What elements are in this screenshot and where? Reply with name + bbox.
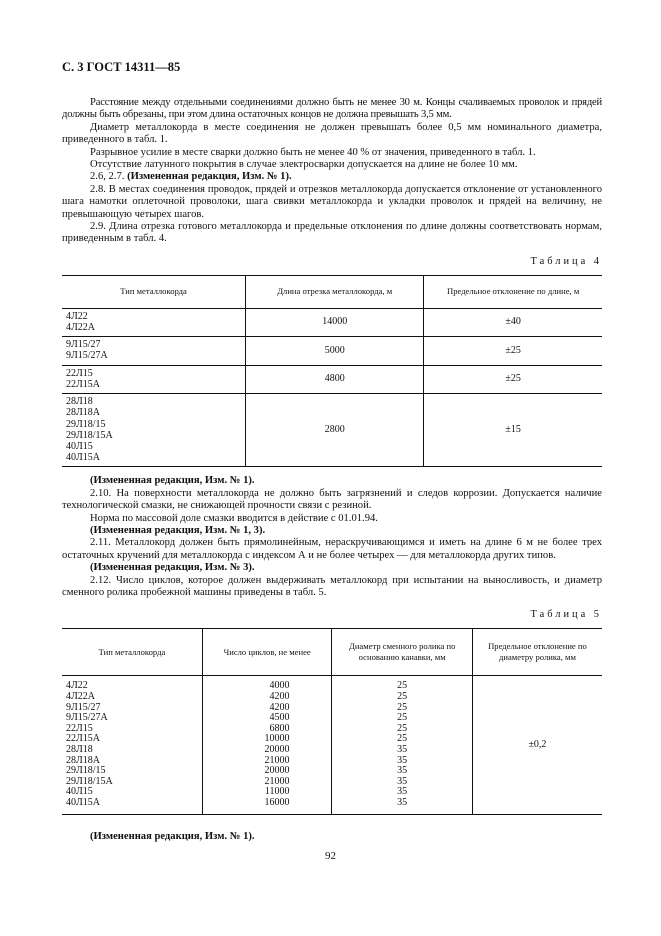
table-4 (62, 275, 602, 467)
cycle-count: 4500 (269, 712, 290, 724)
roller-diameter: 25 (397, 701, 408, 713)
mid-paragraph: 2.10. На поверхности металлокорда не должно быть загрязнений и следов коррозии. Допускается наличие технологической смазки, не снижающей прочности связи с резиной. (62, 487, 602, 512)
roller-diameter: 25 (397, 722, 408, 734)
cord-type: 9Л15/27 (66, 339, 101, 351)
table4-tolerance-cell: ±25 (424, 365, 602, 393)
table5-header-type: Тип металлокорда (62, 629, 202, 676)
mid-paragraph: (Измененная редакция, Изм. № 1, 3). (90, 524, 266, 536)
cord-type: 4Л22А (66, 322, 96, 334)
table4-header-length: Длина отрезка металлокорда, м (246, 275, 424, 308)
table-5 (62, 628, 602, 814)
mid-paragraph: 2.11. Металлокорд должен быть прямолинейным, нераскручивающимся и иметь на длине 6 м не более трех остаточных кручений для металлокорда с индексом А и не более четырех — для металлокорда других типов. (62, 537, 602, 561)
page-header: С. 3 ГОСТ 14311—85 (62, 60, 181, 74)
cycle-count: 4200 (269, 701, 290, 713)
roller-diameter: 25 (397, 680, 408, 692)
roller-diameter: 35 (397, 796, 408, 808)
cord-type: 28Л18 (66, 743, 93, 755)
cord-type: 28Л18А (66, 407, 101, 419)
page-number: 92 (325, 850, 336, 862)
table4-caption: Таблица 4 (530, 255, 602, 267)
cord-type: 4Л22 (66, 310, 88, 322)
top-paragraph: 2.6, 2.7. (Измененная редакция, Изм. № 1). (90, 171, 292, 183)
table4-length-cell: 2800 (246, 394, 424, 467)
cord-type: 29Л18/15 (66, 418, 106, 430)
cycle-count: 16000 (264, 796, 290, 808)
cord-type: 22Л15А (66, 378, 101, 390)
cord-type: 22Л15 (66, 722, 93, 734)
paragraphs-top (62, 97, 602, 246)
cord-type: 29Л18/15 (66, 765, 106, 777)
cord-type: 40Л15А (66, 452, 101, 464)
table4-header-type: Тип металлокорда (62, 275, 246, 308)
cord-type: 40Л15 (66, 786, 93, 798)
table4-header-tolerance: Предельное отклонение по длине, м (424, 275, 602, 308)
document-page (62, 60, 602, 843)
cord-type: 9Л15/27А (66, 350, 108, 362)
roller-diameter: 35 (397, 775, 408, 787)
cord-type: 28Л18 (66, 396, 93, 408)
table4-length-cell: 4800 (246, 365, 424, 393)
top-paragraph: Отсутствие латунного покрытия в случае электросварки допускается на длине не более 10 мм. (90, 159, 518, 171)
cord-type: 22Л15 (66, 367, 93, 379)
table4-tolerance-cell: ±15 (424, 394, 602, 467)
table5-caption: Таблица 5 (530, 609, 602, 621)
cord-type: 40Л15 (66, 440, 93, 452)
table4-tolerance-cell: ±25 (424, 337, 602, 365)
footer-note: (Измененная редакция, Изм. № 1). (90, 830, 255, 842)
table5-header-cycles: Число циклов, не менее (202, 629, 332, 676)
table5-header-tolerance: Предельное отклонение по диаметру ролика, мм (472, 629, 602, 676)
table4-type-cell (62, 308, 246, 336)
cycle-count: 10000 (264, 733, 290, 745)
table4-type-cell (62, 365, 246, 393)
cycle-count: 11000 (264, 786, 290, 798)
table-row (62, 365, 602, 393)
top-paragraph: Разрывное усилие в месте сварки должно быть не менее 40 % от значения, приведенного в табл. 1. (90, 146, 536, 158)
table4-type-cell (62, 394, 246, 467)
cord-type: 40Л15А (66, 796, 101, 808)
table4-length-cell: 14000 (246, 308, 424, 336)
cycle-count: 21000 (264, 775, 290, 787)
mid-paragraph: (Измененная редакция, Изм. № 1). (90, 475, 255, 487)
cycle-count: 20000 (264, 765, 290, 777)
table4-tolerance-cell: ±40 (424, 308, 602, 336)
mid-paragraph: 2.12. Число циклов, которое должен выдерживать металлокорд при испытании на выносливость, и диаметр сменного ролика пробежной машины приведены в табл. 5. (62, 574, 602, 598)
top-paragraph: 2.8. В местах соединения проводок, прядей и отрезков металлокорда допускается отклонение от установленного шага намотки оплеточной проволоки, шага свивки металлокорда и укладки проволок и прядей на величину, не превышающую четырех шагов. (62, 183, 602, 220)
roller-diameter: 35 (397, 754, 408, 766)
cord-type: 4Л22 (66, 680, 88, 692)
roller-diameter: 25 (397, 733, 408, 745)
cord-type: 4Л22А (66, 690, 96, 702)
table5-cycles-cell (202, 676, 332, 814)
cord-type: 9Л15/27А (66, 712, 108, 724)
roller-diameter: 35 (397, 743, 408, 755)
cord-type: 28Л18А (66, 754, 101, 766)
table5-types-cell (62, 676, 202, 814)
table4-type-cell (62, 337, 246, 365)
mid-paragraph: (Измененная редакция, Изм. № 3). (90, 562, 255, 574)
cycle-count: 6800 (269, 722, 290, 734)
cord-type: 22Л15А (66, 733, 101, 745)
amendment-note: (Измененная редакция, Изм. № 1). (127, 171, 292, 183)
cycle-count: 20000 (264, 743, 290, 755)
paragraphs-mid (62, 475, 602, 599)
roller-diameter: 35 (397, 786, 408, 798)
top-paragraph: Диаметр металлокорда в месте соединения не должен превышать более 0,5 мм номинального диаметра, приведенного в табл. 1. (62, 121, 602, 146)
roller-diameter: 25 (397, 712, 408, 724)
top-paragraph: 2.9. Длина отрезка готового металлокорда и предельные отклонения по длине должны соответствовать нормам, приведенным в табл. 4. (62, 221, 602, 245)
table4-length-cell: 5000 (246, 337, 424, 365)
top-paragraph: Расстояние между отдельными соединениями должно быть не менее 30 м. Концы счаливаемых проволок и прядей должны быть обрезаны, при этом длина остаточных концов не должна превышать 3,5 мм. (62, 97, 602, 121)
cord-type: 9Л15/27 (66, 701, 101, 713)
cord-type: 29Л18/15А (66, 429, 113, 441)
roller-diameter: 35 (397, 765, 408, 777)
table-row (62, 308, 602, 336)
table5-diameter-cell (332, 676, 472, 814)
cycle-count: 4000 (269, 680, 290, 692)
cord-type: 29Л18/15А (66, 775, 113, 787)
cycle-count: 21000 (264, 754, 290, 766)
roller-diameter: 25 (397, 690, 408, 702)
mid-paragraph: Норма по массовой доле смазки вводится в действие с 01.01.94. (90, 512, 378, 524)
table5-header-diameter: Диаметр сменного ролика по основанию канавки, мм (332, 629, 472, 676)
table-row (62, 394, 602, 467)
table5-tolerance-cell: ±0,2 (472, 676, 602, 814)
table-row (62, 337, 602, 365)
cycle-count: 4200 (269, 690, 290, 702)
